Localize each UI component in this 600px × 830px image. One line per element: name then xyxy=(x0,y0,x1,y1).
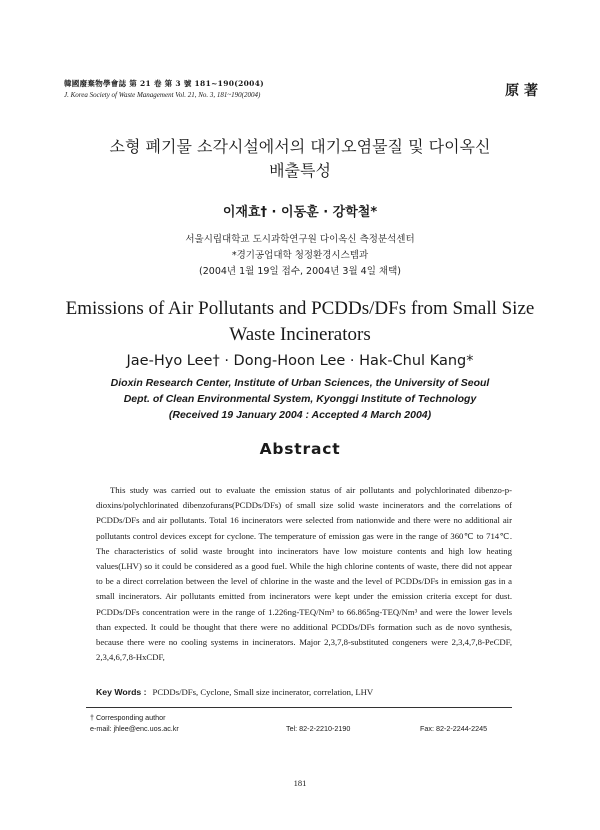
article-category: 原 著 xyxy=(505,83,538,99)
author-telephone: Tel: 82-2-2210-2190 xyxy=(286,724,351,733)
english-title xyxy=(60,296,540,348)
journal-citation-korean: 韓國廢棄物學會誌 第 21 卷 第 3 號 181~190(2004) xyxy=(64,79,264,88)
author-email: e-mail: jhlee@enc.uos.ac.kr xyxy=(90,724,179,733)
english-authors: Jae-Hyo Lee† · Dong-Hoon Lee · Hak-Chul Kang* xyxy=(126,353,474,369)
english-title-line2: Waste Incinerators xyxy=(229,324,371,345)
footnote-divider xyxy=(86,707,512,708)
english-affiliation-1: Dioxin Research Center, Institute of Urban Sciences, the University of Seoul xyxy=(110,377,490,389)
korean-received-date: (2004년 1월 19일 접수, 2004년 3월 4일 채택) xyxy=(199,266,401,277)
keywords-text: PCDDs/DFs, Cyclone, Small size incinerator, correlation, LHV xyxy=(152,687,374,697)
abstract-body: This study was carried out to evaluate the emission status of air pollutants and polychlorinated dibenzo-p-dioxins/polychlorinated dibenzofurans(PCDDs/DFs) of small size solid waste incinerators and the correlations of PCDDs/DFs and air pollutants. Total 16 incinerators were selected from nationwide and there were no additional air pollutants control devices except for cyclone. The temperature of emission gas were in the range of 360℃ to 714℃. The characteristics of solid waste brought into incinerators have low moisture contents and high low heating values(LHV) so it could be considered as a good fuel. While the high chlorine contents of waste, there did not appear to be a direct correlation between the level of chlorine in the waste and the level of PCDDs/DFs in emission gas in a small incinerators. Air pollutants emitted from incinerators were kept under the emission criteria except for dust. PCDDs/DFs concentration were in the range of 1.226ng-TEQ/Nm³ to 66.865ng-TEQ/Nm³ and were the lower levels than expected. It could be thought that there were no additional PCDDs/DFs formation such as de novo synthesis, because there were no cooling systems in incinerators. Major 2,3,7,8-substituted congeners were 2,3,4,7,8-PeCDF, 2,3,4,6,7,8-HxCDF, xyxy=(96,485,512,663)
korean-authors: 이재효† · 이동훈 · 강학철* xyxy=(222,205,378,220)
english-received-date: (Received 19 January 2004 : Accepted 4 March 2004) xyxy=(168,409,432,421)
journal-citation-english: J. Korea Society of Waste Management Vol. 21, No. 3, 181~190(2004) xyxy=(64,91,261,99)
abstract-heading: Abstract xyxy=(259,440,341,458)
keywords-label: Key Words : xyxy=(96,687,147,697)
korean-title xyxy=(60,135,540,183)
english-title-line1: Emissions of Air Pollutants and PCDDs/DFs from Small Size xyxy=(65,298,535,319)
keywords xyxy=(96,687,516,697)
korean-title-line2: 배출특성 xyxy=(269,161,331,180)
page-number: 181 xyxy=(293,778,307,788)
korean-affiliation-2: *경기공업대학 청정환경시스템과 xyxy=(231,250,369,261)
korean-affiliation-1: 서울시립대학교 도시과학연구원 다이옥신 측정분석센터 xyxy=(185,234,415,245)
english-affiliation-2: Dept. of Clean Environmental System, Kyonggi Institute of Technology xyxy=(123,393,477,405)
korean-title-line1: 소형 폐기물 소각시설에서의 대기오염물질 및 다이옥신 xyxy=(109,137,491,156)
author-fax: Fax: 82-2-2244-2245 xyxy=(420,724,488,733)
corresponding-author-note: † Corresponding author xyxy=(90,713,166,722)
